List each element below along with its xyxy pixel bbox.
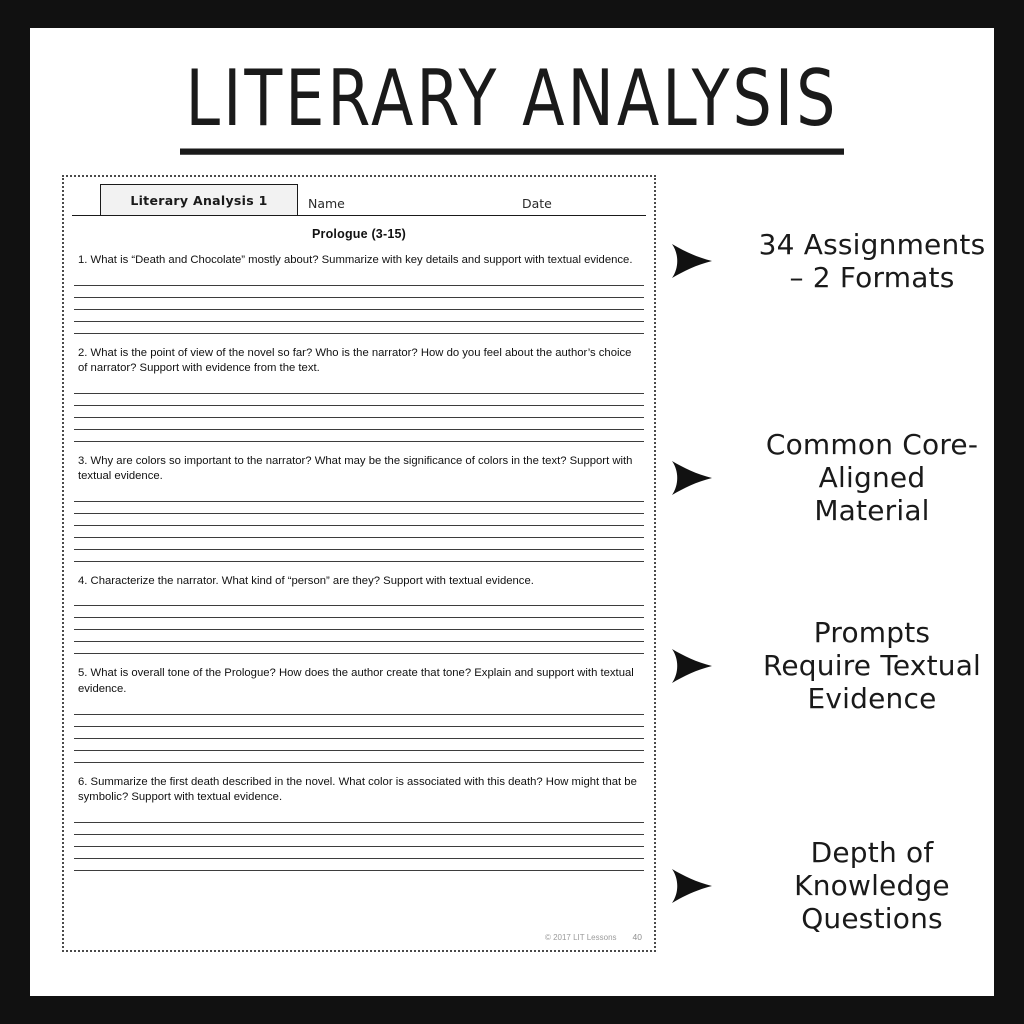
question-text: 4. Characterize the narrator. What kind of “person” are they? Support with textual evidence. [78, 574, 534, 587]
answer-line [74, 847, 644, 859]
answer-line [74, 642, 644, 654]
question-text: 2. What is the point of view of the novel so far? Who is the narrator? How do you feel about the author’s choice of narrator? Support with evidence from the text. [78, 346, 632, 375]
worksheet-header [72, 184, 646, 216]
answer-line [74, 418, 644, 430]
answer-line [74, 490, 644, 502]
feature-callout [670, 616, 1020, 715]
answer-lines [72, 703, 646, 763]
question-block [72, 454, 646, 562]
arrow-icon [670, 241, 714, 281]
feature-line-1: Depth of [810, 836, 934, 869]
question-text: 1. What is “Death and Chocolate” mostly about? Summarize with key details and support with textual evidence. [78, 254, 633, 266]
feature-line-3: Evidence [807, 682, 937, 716]
answer-lines [72, 811, 646, 871]
answer-line [74, 630, 644, 642]
feature-line-1: 34 Assignments [758, 228, 986, 261]
answer-line [74, 859, 644, 871]
answer-line [74, 811, 644, 823]
answer-line [74, 606, 644, 618]
feature-callout [670, 428, 1020, 527]
answer-line [74, 594, 644, 606]
feature-text [724, 428, 1020, 527]
feature-line-3: Questions [801, 902, 943, 936]
worksheet-title-tab [100, 184, 298, 215]
question-block [72, 574, 646, 655]
feature-line-2: Knowledge [794, 869, 950, 903]
answer-line [74, 430, 644, 442]
arrow-icon [670, 866, 714, 906]
page-number: 40 [632, 932, 642, 942]
answer-lines [72, 490, 646, 562]
answer-line [74, 823, 644, 835]
answer-line [74, 502, 644, 514]
name-field-label: Name [308, 196, 345, 211]
answer-line [74, 526, 644, 538]
answer-line [74, 703, 644, 715]
answer-line [74, 322, 644, 334]
feature-line-2: Aligned [818, 461, 926, 495]
answer-line [74, 715, 644, 727]
arrow-icon [670, 458, 714, 498]
date-field-label: Date [522, 196, 552, 211]
question-text: 6. Summarize the first death described in the novel. What color is associated with this death? How might that be symbolic? Support with textual evidence. [78, 775, 637, 804]
answer-line [74, 727, 644, 739]
answer-line [74, 394, 644, 406]
feature-text [724, 228, 1020, 294]
answer-line [74, 298, 644, 310]
feature-line-1: Prompts [813, 616, 931, 649]
answer-line [74, 550, 644, 562]
poster-inner [30, 28, 994, 996]
feature-line-2: – 2 Formats [789, 261, 955, 295]
arrow-icon [670, 646, 714, 686]
feature-text [724, 836, 1020, 935]
worksheet-tab-label: Literary Analysis 1 [130, 192, 268, 208]
answer-line [74, 751, 644, 763]
answer-line [74, 739, 644, 751]
question-block [72, 666, 646, 762]
question-text: 5. What is overall tone of the Prologue? How does the author create that tone? Explain and support with textual evidence. [78, 667, 634, 696]
question-block [72, 775, 646, 871]
answer-line [74, 618, 644, 630]
answer-line [74, 274, 644, 286]
feature-text [724, 616, 1020, 715]
question-block [72, 253, 646, 334]
answer-line [74, 835, 644, 847]
answer-line [74, 538, 644, 550]
answer-line [74, 514, 644, 526]
feature-line-1: Common Core- [765, 428, 979, 461]
worksheet-footer [545, 932, 642, 942]
answer-lines [72, 594, 646, 654]
worksheet-section-title: Prologue (3-15) [312, 227, 406, 241]
feature-callout [670, 836, 1020, 935]
page-title: LITERARY ANALYSIS [180, 56, 845, 155]
answer-line [74, 310, 644, 322]
feature-line-2: Require Textual [762, 649, 982, 683]
copyright-notice: © 2017 LIT Lessons [544, 933, 617, 942]
answer-line [74, 406, 644, 418]
question-text: 3. Why are colors so important to the narrator? What may be the significance of colors in the text? Support with textual evidence. [78, 454, 633, 483]
answer-line [74, 286, 644, 298]
worksheet-preview [62, 175, 656, 952]
answer-lines [72, 274, 646, 334]
answer-line [74, 382, 644, 394]
page-title-wrap [30, 52, 994, 144]
answer-lines [72, 382, 646, 442]
question-block [72, 346, 646, 442]
feature-callout [670, 228, 1020, 294]
feature-line-3: Material [814, 494, 930, 528]
